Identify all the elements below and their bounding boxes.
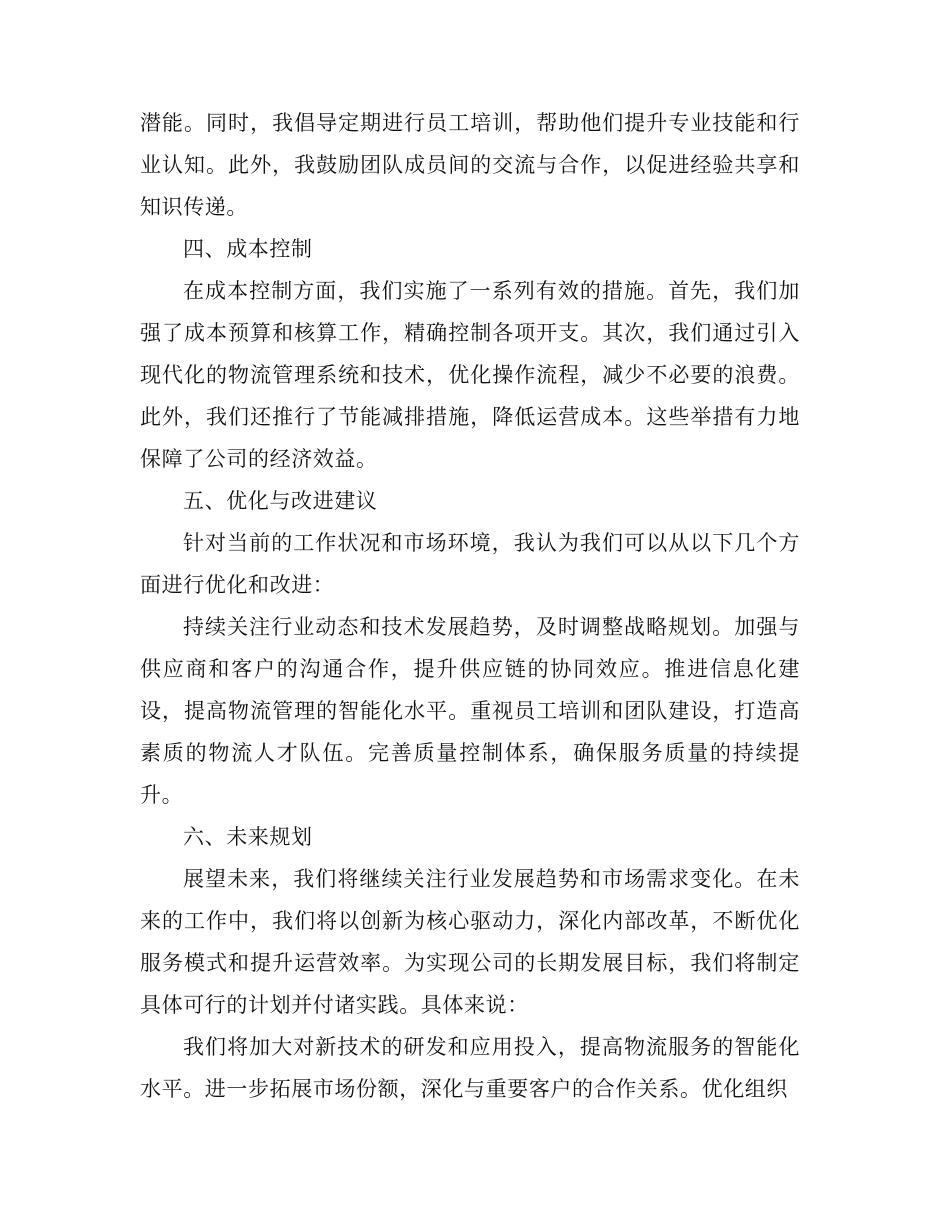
paragraph-continued: 潜能。同时，我倡导定期进行员工培训，帮助他们提升专业技能和行业认知。此外，我鼓励团队成员间的交流与合作，以促进经验共享和知识传递。 [140,111,800,219]
paragraph-optimization-intro: 针对当前的工作状况和市场环境，我认为我们可以从以下几个方面进行优化和改进： [140,531,800,597]
document-body [140,102,800,1110]
section-heading-cost-control: 四、成本控制 [183,237,313,261]
paragraph-cost-control: 在成本控制方面，我们实施了一系列有效的措施。首先，我们加强了成本预算和核算工作，精确控制各项开支。其次，我们通过引入现代化的物流管理系统和技术，优化操作流程，减少不必要的浪费。此外，我们还推行了节能减排措施，降低运营成本。这些举措有力地保障了公司的经济效益。 [140,279,800,471]
section-heading-optimization: 五、优化与改进建议 [183,489,378,513]
paragraph-optimization-details: 持续关注行业动态和技术发展趋势，及时调整战略规划。加强与供应商和客户的沟通合作，提升供应链的协同效应。推进信息化建设，提高物流管理的智能化水平。重视员工培训和团队建设，打造高素质的物流人才队伍。完善质量控制体系，确保服务质量的持续提升。 [140,615,800,807]
paragraph-future-specifics: 我们将加大对新技术的研发和应用投入，提高物流服务的智能化水平。进一步拓展市场份额，深化与重要客户的合作关系。优化组织 [140,1035,800,1101]
section-heading-future-plan: 六、未来规划 [183,825,313,849]
paragraph-future-outlook: 展望未来，我们将继续关注行业发展趋势和市场需求变化。在未来的工作中，我们将以创新为核心驱动力，深化内部改革，不断优化服务模式和提升运营效率。为实现公司的长期发展目标，我们将制定具体可行的计划并付诸实践。具体来说： [140,867,800,1017]
